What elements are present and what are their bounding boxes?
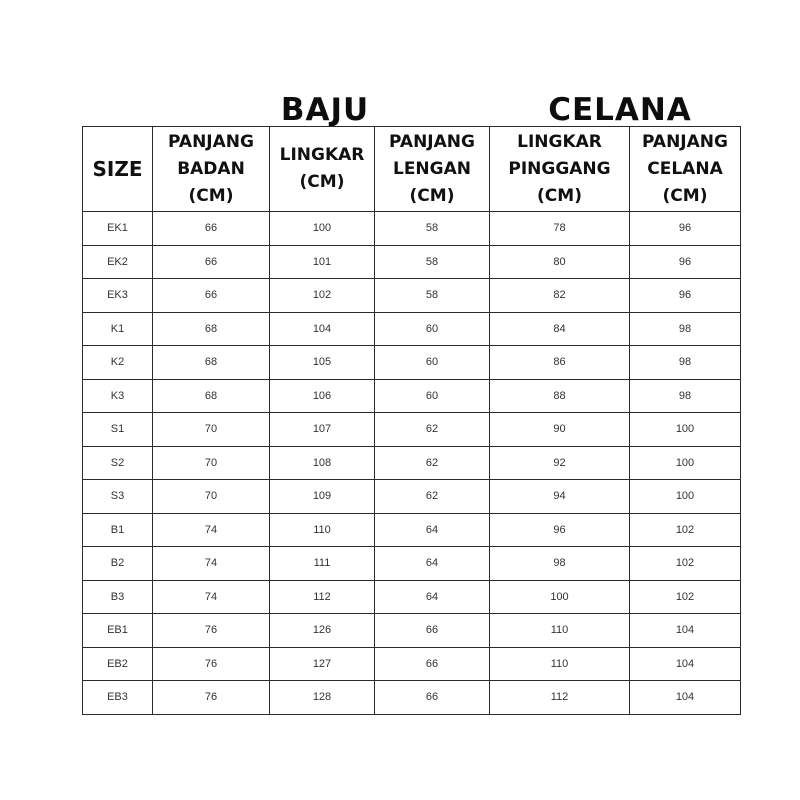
cell-panjang-lengan: 58 <box>375 245 490 279</box>
heading-celana: CELANA <box>548 92 692 128</box>
cell-panjang-badan: 70 <box>153 480 270 514</box>
cell-panjang-badan: 76 <box>153 614 270 648</box>
cell-panjang-celana: 100 <box>630 446 741 480</box>
table-row <box>83 681 741 715</box>
cell-lingkar-pinggang: 98 <box>490 547 630 581</box>
cell-lingkar-pinggang: 82 <box>490 279 630 313</box>
column-header-panjang-lengan: PANJANG LENGAN (CM) <box>375 127 490 212</box>
cell-panjang-celana: 104 <box>630 614 741 648</box>
cell-panjang-celana: 96 <box>630 279 741 313</box>
header-row <box>83 127 741 212</box>
cell-lingkar-pinggang: 112 <box>490 681 630 715</box>
cell-panjang-badan: 70 <box>153 413 270 447</box>
cell-size: EK3 <box>83 279 153 313</box>
cell-size: S3 <box>83 480 153 514</box>
cell-size: EK2 <box>83 245 153 279</box>
cell-size: K2 <box>83 346 153 380</box>
cell-lingkar: 110 <box>270 513 375 547</box>
cell-panjang-celana: 100 <box>630 480 741 514</box>
cell-size: S1 <box>83 413 153 447</box>
cell-panjang-lengan: 62 <box>375 480 490 514</box>
table-row <box>83 245 741 279</box>
cell-lingkar: 102 <box>270 279 375 313</box>
cell-lingkar: 101 <box>270 245 375 279</box>
cell-panjang-celana: 104 <box>630 681 741 715</box>
cell-lingkar: 104 <box>270 312 375 346</box>
table-row <box>83 446 741 480</box>
cell-lingkar-pinggang: 110 <box>490 647 630 681</box>
cell-panjang-badan: 74 <box>153 513 270 547</box>
cell-size: S2 <box>83 446 153 480</box>
cell-lingkar-pinggang: 110 <box>490 614 630 648</box>
cell-panjang-lengan: 60 <box>375 312 490 346</box>
cell-panjang-lengan: 62 <box>375 446 490 480</box>
cell-panjang-celana: 102 <box>630 580 741 614</box>
cell-lingkar-pinggang: 94 <box>490 480 630 514</box>
table-row <box>83 379 741 413</box>
cell-lingkar: 109 <box>270 480 375 514</box>
cell-lingkar: 111 <box>270 547 375 581</box>
cell-size: B2 <box>83 547 153 581</box>
table-row <box>83 580 741 614</box>
cell-panjang-badan: 74 <box>153 580 270 614</box>
table-row <box>83 614 741 648</box>
column-header-lingkar: LINGKAR (CM) <box>270 127 375 212</box>
table-row <box>83 312 741 346</box>
cell-panjang-badan: 66 <box>153 279 270 313</box>
cell-panjang-celana: 102 <box>630 513 741 547</box>
cell-panjang-lengan: 66 <box>375 647 490 681</box>
cell-panjang-celana: 98 <box>630 346 741 380</box>
cell-lingkar-pinggang: 86 <box>490 346 630 380</box>
cell-panjang-celana: 96 <box>630 212 741 246</box>
cell-lingkar: 108 <box>270 446 375 480</box>
cell-panjang-lengan: 66 <box>375 681 490 715</box>
table-row <box>83 346 741 380</box>
cell-lingkar: 105 <box>270 346 375 380</box>
cell-panjang-lengan: 58 <box>375 212 490 246</box>
table-row <box>83 647 741 681</box>
cell-lingkar: 106 <box>270 379 375 413</box>
cell-lingkar-pinggang: 84 <box>490 312 630 346</box>
table-row <box>83 212 741 246</box>
cell-lingkar-pinggang: 80 <box>490 245 630 279</box>
cell-panjang-lengan: 66 <box>375 614 490 648</box>
size-chart-table <box>82 126 741 715</box>
table-row <box>83 480 741 514</box>
cell-lingkar: 107 <box>270 413 375 447</box>
cell-panjang-badan: 70 <box>153 446 270 480</box>
table-row <box>83 513 741 547</box>
cell-panjang-badan: 68 <box>153 346 270 380</box>
cell-panjang-lengan: 64 <box>375 547 490 581</box>
cell-panjang-celana: 102 <box>630 547 741 581</box>
cell-panjang-badan: 76 <box>153 647 270 681</box>
cell-panjang-badan: 66 <box>153 212 270 246</box>
cell-lingkar: 127 <box>270 647 375 681</box>
cell-size: EB1 <box>83 614 153 648</box>
column-header-panjang-badan: PANJANG BADAN (CM) <box>153 127 270 212</box>
cell-panjang-lengan: 64 <box>375 580 490 614</box>
cell-lingkar-pinggang: 92 <box>490 446 630 480</box>
cell-panjang-celana: 104 <box>630 647 741 681</box>
cell-lingkar-pinggang: 88 <box>490 379 630 413</box>
cell-panjang-lengan: 62 <box>375 413 490 447</box>
cell-panjang-badan: 76 <box>153 681 270 715</box>
cell-lingkar-pinggang: 96 <box>490 513 630 547</box>
cell-panjang-celana: 98 <box>630 379 741 413</box>
table-row <box>83 279 741 313</box>
cell-lingkar: 128 <box>270 681 375 715</box>
cell-panjang-lengan: 60 <box>375 346 490 380</box>
cell-lingkar: 112 <box>270 580 375 614</box>
cell-size: EB3 <box>83 681 153 715</box>
cell-size: EK1 <box>83 212 153 246</box>
column-header-lingkar-pinggang: LINGKAR PINGGANG (CM) <box>490 127 630 212</box>
cell-panjang-celana: 100 <box>630 413 741 447</box>
cell-size: B3 <box>83 580 153 614</box>
cell-panjang-lengan: 58 <box>375 279 490 313</box>
table-row <box>83 547 741 581</box>
cell-lingkar: 100 <box>270 212 375 246</box>
cell-lingkar-pinggang: 90 <box>490 413 630 447</box>
cell-panjang-lengan: 60 <box>375 379 490 413</box>
cell-size: K3 <box>83 379 153 413</box>
cell-panjang-badan: 66 <box>153 245 270 279</box>
cell-lingkar: 126 <box>270 614 375 648</box>
cell-panjang-badan: 74 <box>153 547 270 581</box>
cell-panjang-lengan: 64 <box>375 513 490 547</box>
cell-panjang-celana: 96 <box>630 245 741 279</box>
cell-size: K1 <box>83 312 153 346</box>
cell-lingkar-pinggang: 100 <box>490 580 630 614</box>
cell-size: B1 <box>83 513 153 547</box>
cell-panjang-badan: 68 <box>153 379 270 413</box>
cell-panjang-badan: 68 <box>153 312 270 346</box>
cell-lingkar-pinggang: 78 <box>490 212 630 246</box>
table-body <box>83 212 741 715</box>
table-row <box>83 413 741 447</box>
column-header-panjang-celana: PANJANG CELANA (CM) <box>630 127 741 212</box>
cell-panjang-celana: 98 <box>630 312 741 346</box>
heading-baju: BAJU <box>280 92 370 128</box>
column-header-size: SIZE <box>83 127 153 212</box>
cell-size: EB2 <box>83 647 153 681</box>
